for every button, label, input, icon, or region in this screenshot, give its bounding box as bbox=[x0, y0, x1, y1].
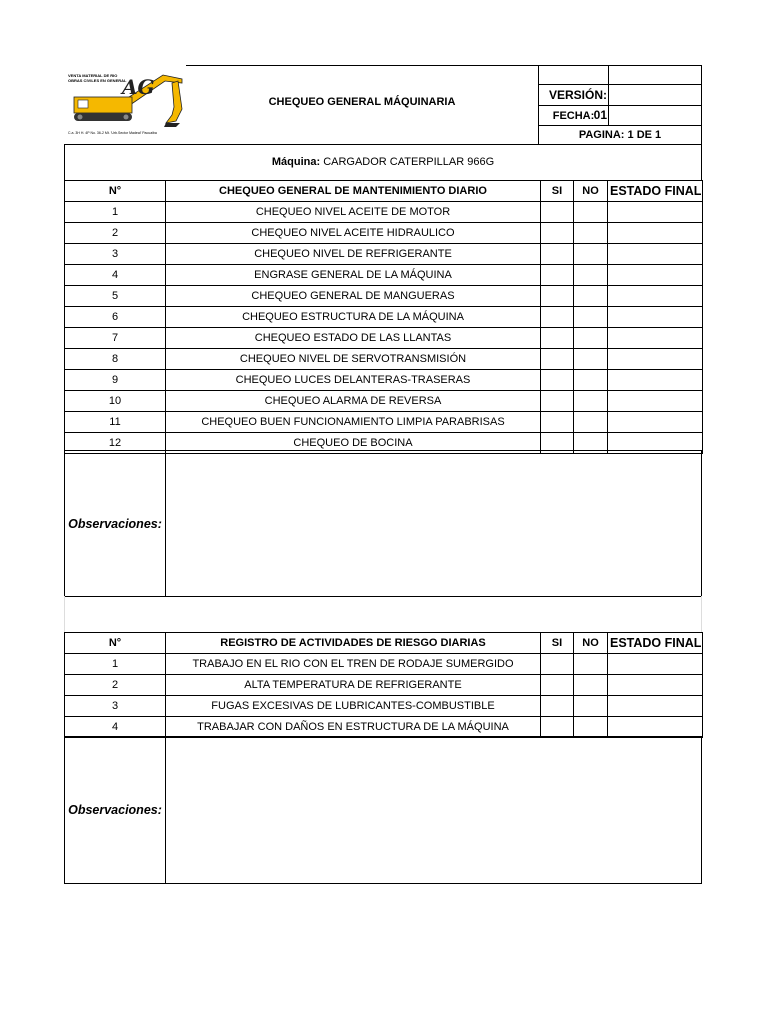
table-row bbox=[65, 717, 703, 738]
no-checkbox-cell[interactable] bbox=[574, 696, 608, 717]
no-checkbox-cell[interactable] bbox=[574, 349, 608, 370]
row-description: CHEQUEO NIVEL ACEITE DE MOTOR bbox=[166, 202, 541, 223]
page-title: CHEQUEO GENERAL MÁQUINARIA bbox=[268, 96, 456, 108]
si-checkbox-cell[interactable] bbox=[541, 223, 574, 244]
row-description: CHEQUEO NIVEL DE REFRIGERANTE bbox=[166, 244, 541, 265]
estado-final-cell[interactable] bbox=[608, 223, 703, 244]
estado-final-cell[interactable] bbox=[608, 265, 703, 286]
row-number: 12 bbox=[65, 433, 166, 454]
table-row bbox=[65, 202, 703, 223]
table-row bbox=[65, 696, 703, 717]
logo-footer: C.a. 3H H. 4P No. 36-2 Mt. 'Urb.Sector Madeal' Pacuaiba bbox=[68, 131, 157, 135]
no-checkbox-cell[interactable] bbox=[574, 391, 608, 412]
fecha-cell bbox=[538, 105, 609, 126]
no-checkbox-cell[interactable] bbox=[574, 244, 608, 265]
row-number: 11 bbox=[65, 412, 166, 433]
table-row bbox=[65, 391, 703, 412]
row-number: 3 bbox=[65, 696, 166, 717]
row-number: 2 bbox=[65, 223, 166, 244]
row-description: CHEQUEO GENERAL DE MANGUERAS bbox=[166, 286, 541, 307]
estado-final-cell[interactable] bbox=[608, 202, 703, 223]
row-description: CHEQUEO ESTADO DE LAS LLANTAS bbox=[166, 328, 541, 349]
observations-field[interactable] bbox=[166, 737, 701, 883]
si-checkbox-cell[interactable] bbox=[541, 307, 574, 328]
table-row bbox=[65, 286, 703, 307]
col-si-header: SI bbox=[541, 633, 574, 654]
si-checkbox-cell[interactable] bbox=[541, 675, 574, 696]
col-number-header: N° bbox=[65, 633, 166, 654]
risk-table bbox=[64, 632, 703, 738]
version-value-cell bbox=[608, 84, 702, 106]
estado-final-cell[interactable] bbox=[608, 244, 703, 265]
row-number: 4 bbox=[65, 717, 166, 738]
si-checkbox-cell[interactable] bbox=[541, 328, 574, 349]
table-row bbox=[65, 675, 703, 696]
row-description: CHEQUEO NIVEL DE SERVOTRANSMISIÓN bbox=[166, 349, 541, 370]
section-spacer bbox=[64, 596, 702, 633]
meta-top-right bbox=[608, 65, 702, 85]
si-checkbox-cell[interactable] bbox=[541, 412, 574, 433]
no-checkbox-cell[interactable] bbox=[574, 717, 608, 738]
table-row bbox=[65, 244, 703, 265]
no-checkbox-cell[interactable] bbox=[574, 328, 608, 349]
si-checkbox-cell[interactable] bbox=[541, 202, 574, 223]
no-checkbox-cell[interactable] bbox=[574, 265, 608, 286]
version-label: VERSIÓN: 01 bbox=[548, 88, 607, 122]
pagina-label: PAGINA: 1 DE 1 bbox=[578, 129, 662, 141]
no-checkbox-cell[interactable] bbox=[574, 654, 608, 675]
row-number: 1 bbox=[65, 202, 166, 223]
machine-value: CARGADOR CATERPILLAR 966G bbox=[323, 156, 495, 168]
col-no-header: NO bbox=[574, 633, 608, 654]
table-row bbox=[65, 412, 703, 433]
col-description-header: REGISTRO DE ACTIVIDADES DE RIESGO DIARIAS bbox=[166, 633, 541, 654]
maintenance-header-row bbox=[65, 181, 703, 202]
observations-field[interactable] bbox=[166, 451, 701, 596]
row-description: CHEQUEO DE BOCINA bbox=[166, 433, 541, 454]
si-checkbox-cell[interactable] bbox=[541, 654, 574, 675]
row-description: CHEQUEO ALARMA DE REVERSA bbox=[166, 391, 541, 412]
no-checkbox-cell[interactable] bbox=[574, 412, 608, 433]
col-estado-final-header: ESTADO FINAL bbox=[608, 633, 703, 654]
machine-row bbox=[64, 144, 702, 181]
meta-top-left bbox=[538, 65, 609, 85]
row-description: CHEQUEO NIVEL ACEITE HIDRAULICO bbox=[166, 223, 541, 244]
no-checkbox-cell[interactable] bbox=[574, 202, 608, 223]
row-description: CHEQUEO LUCES DELANTERAS-TRASERAS bbox=[166, 370, 541, 391]
row-number: 10 bbox=[65, 391, 166, 412]
no-checkbox-cell[interactable] bbox=[574, 307, 608, 328]
table-row bbox=[65, 223, 703, 244]
estado-final-cell[interactable] bbox=[608, 328, 703, 349]
si-checkbox-cell[interactable] bbox=[541, 717, 574, 738]
table-row bbox=[65, 654, 703, 675]
row-number: 6 bbox=[65, 307, 166, 328]
col-no-header: NO bbox=[574, 181, 608, 202]
estado-final-cell[interactable] bbox=[608, 370, 703, 391]
observations-label-cell bbox=[65, 737, 166, 883]
estado-final-cell[interactable] bbox=[608, 307, 703, 328]
row-description: FUGAS EXCESIVAS DE LUBRICANTES-COMBUSTIBLE bbox=[166, 696, 541, 717]
row-number: 2 bbox=[65, 675, 166, 696]
row-number: 7 bbox=[65, 328, 166, 349]
machine-label: Máquina: bbox=[271, 156, 321, 168]
title-cell bbox=[186, 65, 538, 145]
row-number: 4 bbox=[65, 265, 166, 286]
row-description: TRABAJAR CON DAÑOS EN ESTRUCTURA DE LA MÁQUINA bbox=[166, 717, 541, 738]
maintenance-table bbox=[64, 180, 703, 454]
risk-observations bbox=[64, 736, 702, 884]
estado-final-cell[interactable] bbox=[608, 412, 703, 433]
si-checkbox-cell[interactable] bbox=[541, 349, 574, 370]
table-row bbox=[65, 349, 703, 370]
col-estado-final-header: ESTADO FINAL bbox=[608, 181, 703, 202]
row-description: TRABAJO EN EL RIO CON EL TREN DE RODAJE SUMERGIDO bbox=[166, 654, 541, 675]
row-description: ALTA TEMPERATURA DE REFRIGERANTE bbox=[166, 675, 541, 696]
fecha-value-cell[interactable] bbox=[608, 105, 702, 126]
table-row bbox=[65, 265, 703, 286]
logo-tagline: VENTA MATERIAL DE RIO OBRAS CIVILES EN GENERAL bbox=[68, 73, 127, 83]
si-checkbox-cell[interactable] bbox=[541, 244, 574, 265]
row-description: ENGRASE GENERAL DE LA MÁQUINA bbox=[166, 265, 541, 286]
observations-label: Observaciones: bbox=[68, 516, 162, 531]
estado-final-cell[interactable] bbox=[608, 696, 703, 717]
no-checkbox-cell[interactable] bbox=[574, 675, 608, 696]
table-row bbox=[65, 370, 703, 391]
no-checkbox-cell[interactable] bbox=[574, 286, 608, 307]
estado-final-cell[interactable] bbox=[608, 654, 703, 675]
header-block bbox=[64, 65, 702, 145]
observations-label: Observaciones: bbox=[68, 803, 162, 817]
no-checkbox-cell[interactable] bbox=[574, 223, 608, 244]
row-number: 1 bbox=[65, 654, 166, 675]
col-description-header: CHEQUEO GENERAL DE MANTENIMIENTO DIARIO bbox=[166, 181, 541, 202]
fecha-label: FECHA: bbox=[552, 110, 595, 122]
risk-header-row bbox=[65, 633, 703, 654]
row-number: 9 bbox=[65, 370, 166, 391]
row-number: 8 bbox=[65, 349, 166, 370]
table-row bbox=[65, 328, 703, 349]
estado-final-cell[interactable] bbox=[608, 286, 703, 307]
si-checkbox-cell[interactable] bbox=[541, 391, 574, 412]
col-si-header: SI bbox=[541, 181, 574, 202]
row-number: 5 bbox=[65, 286, 166, 307]
row-description: CHEQUEO BUEN FUNCIONAMIENTO LIMPIA PARABRISAS bbox=[166, 412, 541, 433]
estado-final-cell[interactable] bbox=[608, 675, 703, 696]
si-checkbox-cell[interactable] bbox=[541, 286, 574, 307]
logo-initials: AG bbox=[122, 75, 155, 99]
logo-area bbox=[64, 65, 186, 145]
maintenance-observations bbox=[64, 450, 702, 597]
pagina-cell bbox=[538, 125, 702, 145]
estado-final-cell[interactable] bbox=[608, 717, 703, 738]
no-checkbox-cell[interactable] bbox=[574, 370, 608, 391]
row-number: 3 bbox=[65, 244, 166, 265]
row-description: CHEQUEO ESTRUCTURA DE LA MÁQUINA bbox=[166, 307, 541, 328]
col-number-header: N° bbox=[65, 181, 166, 202]
observations-label-cell bbox=[65, 451, 166, 596]
si-checkbox-cell[interactable] bbox=[541, 370, 574, 391]
estado-final-cell[interactable] bbox=[608, 391, 703, 412]
si-checkbox-cell[interactable] bbox=[541, 265, 574, 286]
si-checkbox-cell[interactable] bbox=[541, 696, 574, 717]
estado-final-cell[interactable] bbox=[608, 349, 703, 370]
table-row bbox=[65, 307, 703, 328]
